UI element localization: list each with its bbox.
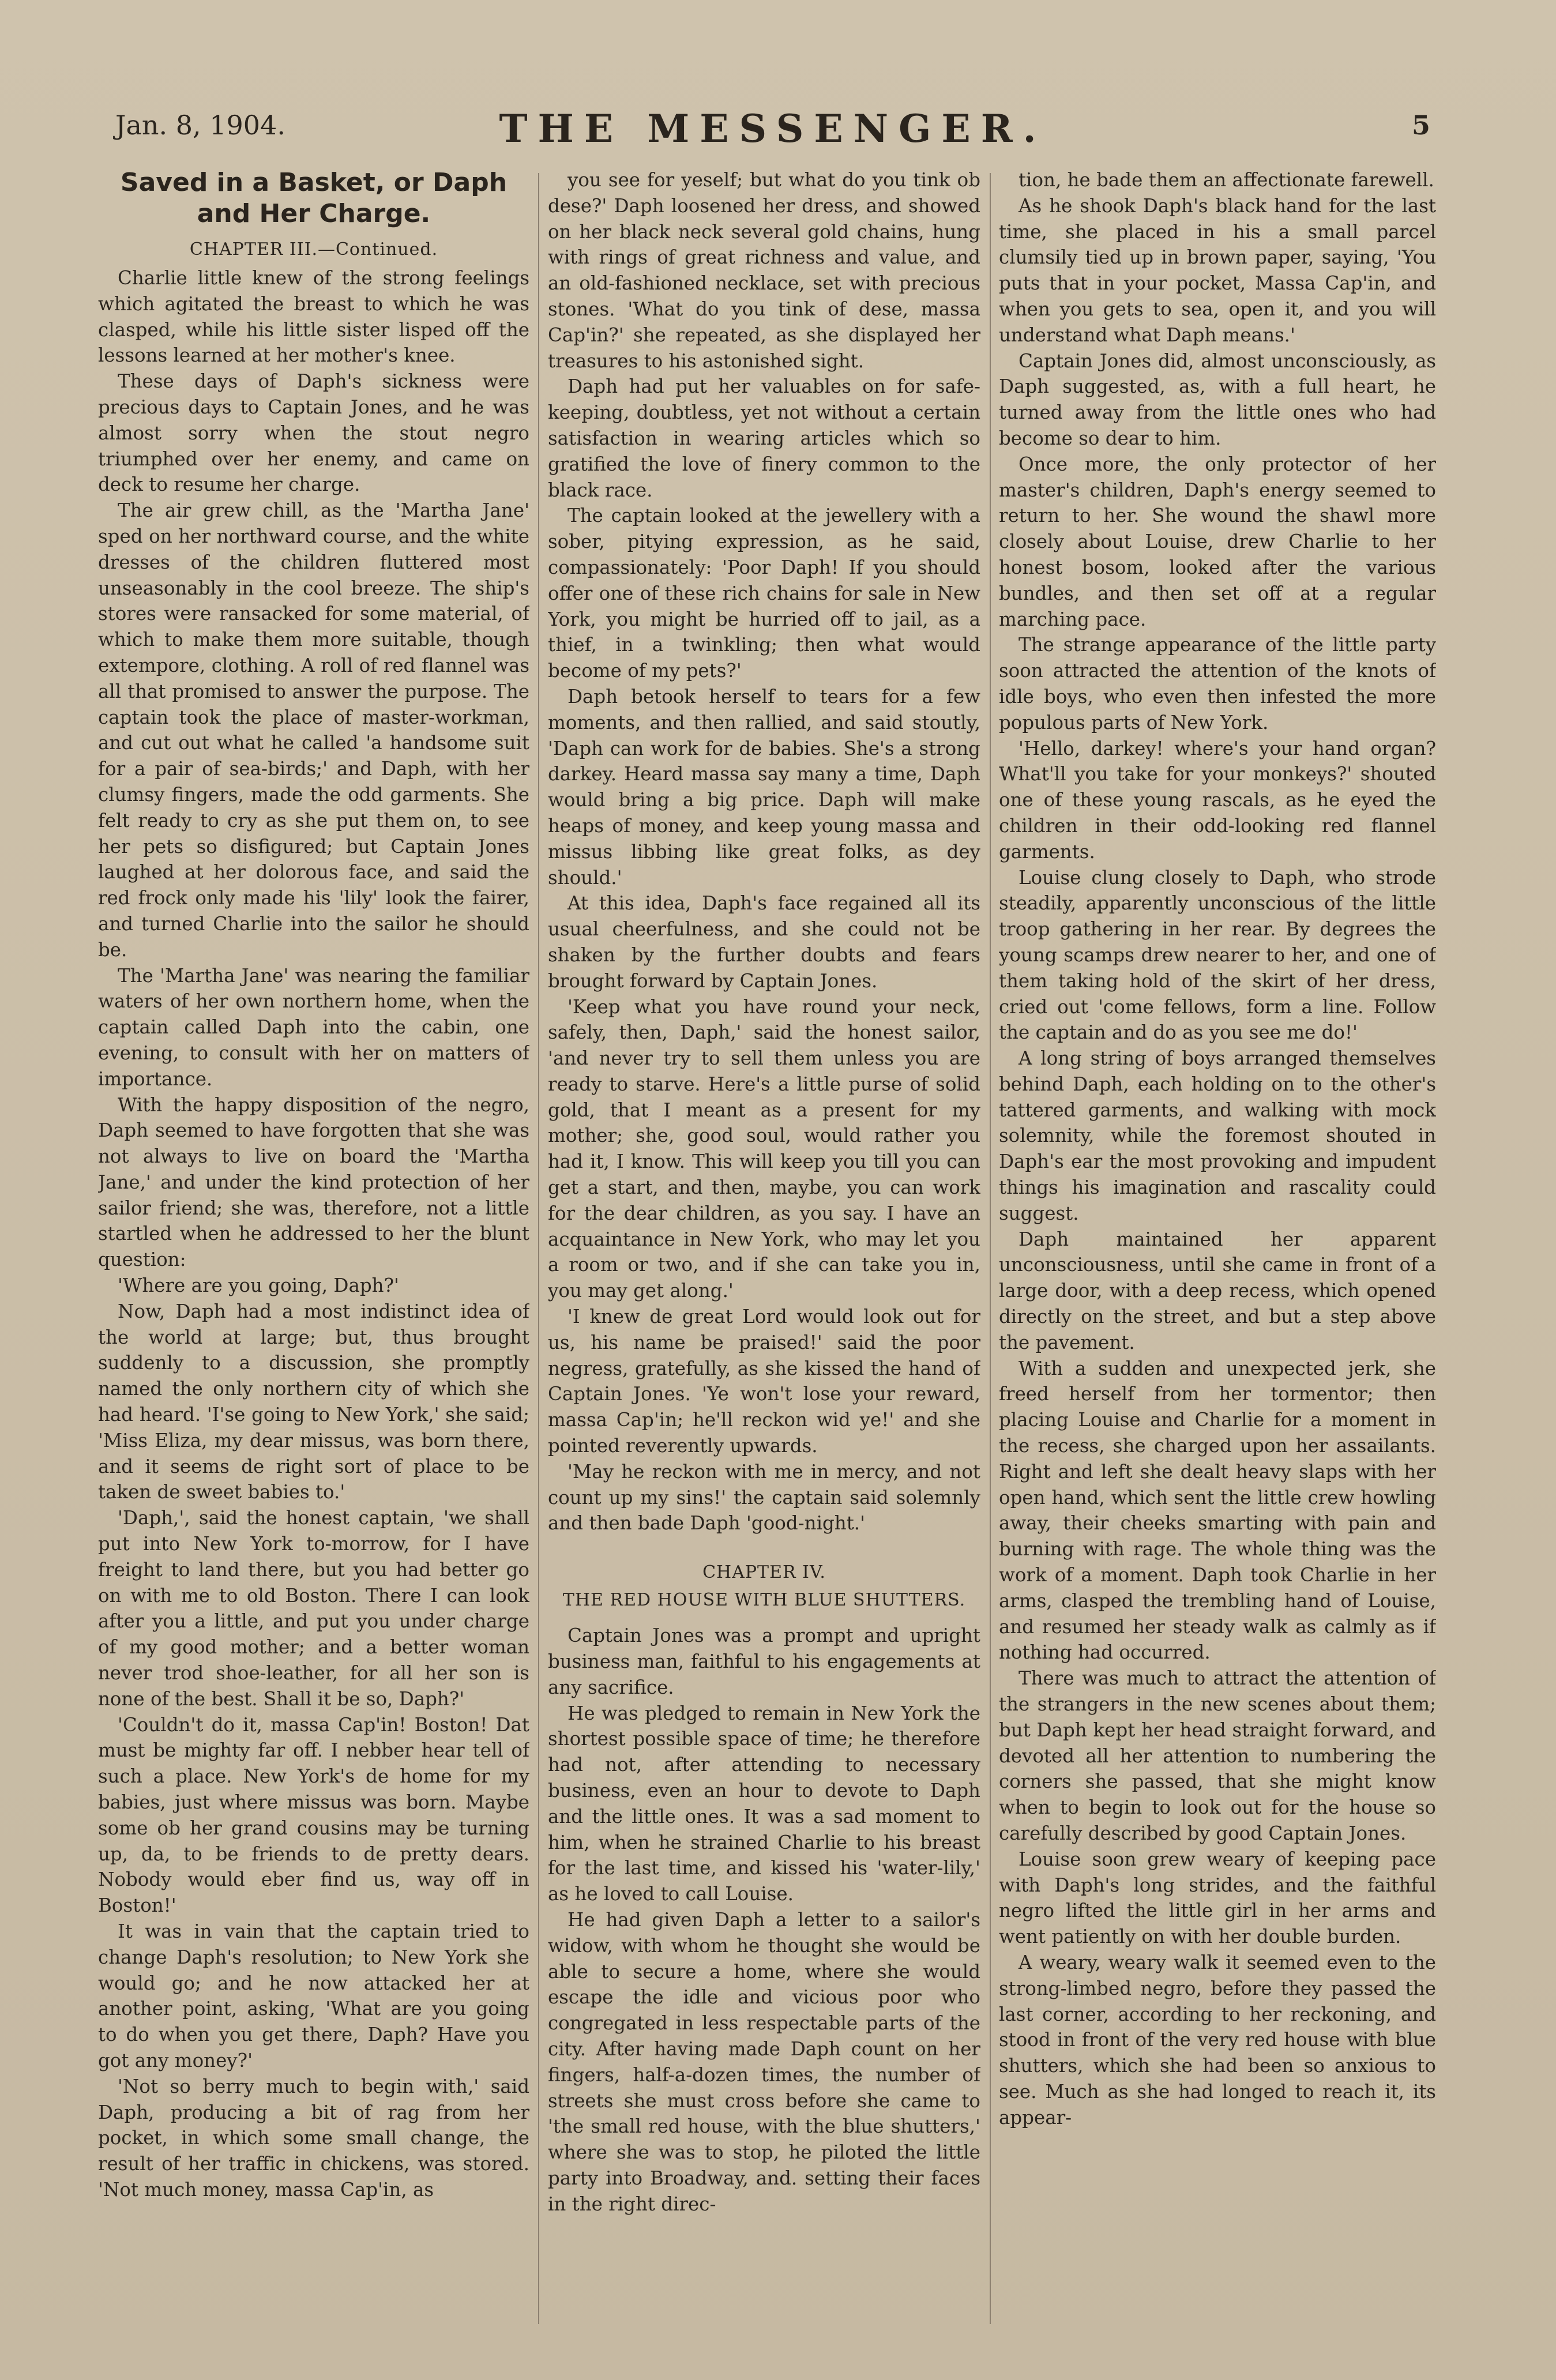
paragraph: The 'Martha Jane' was nearing the familiar waters of her own northern home, when the captain called Daph into the cabin, one evening, to consult with her on matters of importance. bbox=[98, 964, 529, 1090]
paragraph: Once more, the only protector of her master's children, Daph's energy seemed to return to her. She wound the shawl more closely about Louise, drew Charlie to her honest bosom, looked after the various bundles, and then set off at a regular marching pace. bbox=[999, 453, 1436, 630]
paragraph: 'Not so berry much to begin with,' said Daph, producing a bit of rag from her pocket, in which some small change, the result of her traffic in chickens, was stored. 'Not much money, massa Cap'in, as bbox=[98, 2075, 529, 2201]
paragraph: Daph had put her valuables on for safe-keeping, doubtless, yet not without a certain satisfaction in wearing articles which so gratified the love of finery common to the black race. bbox=[548, 375, 980, 501]
paragraph: There was much to attract the attention of the strangers in the new scenes about them; but Daph kept her head straight forward, and devoted all her attention to numbering the corners she passed, that she might know when to begin to look out for the house so carefully described by good Captain Jones. bbox=[999, 1667, 1436, 1844]
paragraph: As he shook Daph's black hand for the last time, she placed in his a small parcel clumsily tied up in brown paper, saying, 'You puts that in your pocket, Massa Cap'in, and when you gets to sea, open it, and you will understand what Daph means.' bbox=[999, 194, 1436, 346]
paragraph: He was pledged to remain in New York the shortest possible space of time; he therefore had not, after attending to necessary business, even an hour to devote to Daph and the little ones. It was a sad moment to him, when he strained Charlie to his breast for the last time, and kissed his 'water-lily,' as he loved to call Louise. bbox=[548, 1702, 980, 1905]
column-divider bbox=[538, 173, 539, 2324]
column-3 bbox=[999, 167, 1436, 2336]
paragraph: you see for yeself; but what do you tink ob dese?' Daph loosened her dress, and showed on her black neck several gold chains, hung with rings of great richness and value, and an old-fashioned necklace, set with precious stones. 'What do you tink of dese, massa Cap'in?' she repeated, as she displayed her treasures to his astonished sight. bbox=[548, 169, 980, 372]
paragraph: With a sudden and unexpected jerk, she freed herself from her tormentor; then placing Louise and Charlie for a moment in the recess, she charged upon her assailants. Right and left she dealt heavy slaps with her open hand, which sent the little crew howling away, their cheeks smarting with pain and burning with rage. The whole thing was the work of a moment. Daph took Charlie in her arms, clasped the trembling hand of Louise, and resumed her steady walk as calmly as if nothing had occurred. bbox=[999, 1357, 1436, 1664]
paragraph: Charlie little knew of the strong feelings which agitated the breast to which he was clasped, while his little sister lisped off the lessons learned at her mother's knee. bbox=[98, 267, 529, 367]
paragraph: The strange appearance of the little party soon attracted the attention of the knots of idle boys, who even then infested the more populous parts of New York. bbox=[999, 634, 1436, 734]
paragraph: Daph maintained her apparent unconsciousness, until she came in front of a large door, with a deep recess, which opened directly on the street, and but a step above the pavement. bbox=[999, 1228, 1436, 1353]
paragraph: 'Couldn't do it, massa Cap'in! Boston! Dat must be mighty far off. I nebber hear tell of such a place. New York's de home for my babies, just where missus was born. Maybe some ob her grand cousins may be turning up, da, to be friends to de pretty dears. Nobody would eber find us, way off in Boston!' bbox=[98, 1713, 529, 1917]
paragraph: He had given Daph a letter to a sailor's widow, with whom he thought she would be able to secure a home, where she would escape the idle and vicious poor who congregated in less respectable parts of the city. After having made Daph count on her fingers, half-a-dozen times, the number of streets she must cross before she came to 'the small red house, with the blue shutters,' where she was to stop, he piloted the little party into Broadway, and. setting their faces in the right direc- bbox=[548, 1909, 980, 2215]
paragraph: These days of Daph's sickness were precious days to Captain Jones, and he was almost sorry when the stout negro triumphed over her enemy, and came on deck to resume her charge. bbox=[98, 370, 529, 496]
paragraph: 'May he reckon with me in mercy, and not count up my sins!' the captain said solemnly and then bade Daph 'good-night.' bbox=[548, 1460, 980, 1535]
paragraph: Captain Jones did, almost unconsciously, as Daph suggested, as, with a full heart, he turned away from the little ones who had become so dear to him. bbox=[999, 349, 1436, 449]
paragraph: tion, he bade them an affectionate farewell. bbox=[1018, 169, 1434, 191]
story-title: Saved in a Basket, or Daph and Her Charge. bbox=[120, 168, 508, 228]
column-2 bbox=[548, 167, 980, 2336]
paragraph: 'Keep what you have round your neck, safely, then, Daph,' said the honest sailor, 'and never try to sell them unless you are ready to starve. Here's a little purse of solid gold, that I meant as a present for my mother; she, good soul, would rather you had it, I know. This will keep you till you can get a start, and then, maybe, you can work for the dear children, as you say. I have an acquaintance in New York, who may let you a room or two, and if she can take you in, you may get along.' bbox=[548, 995, 980, 1302]
column-3-text bbox=[999, 167, 1436, 2131]
paragraph: With the happy disposition of the negro, Daph seemed to have forgotten that she was not always to live on board the 'Martha Jane,' and under the kind protection of her sailor friend; she was, therefore, not a little startled when he addressed to her the blunt question: bbox=[98, 1093, 529, 1271]
paragraph: Captain Jones was a prompt and upright business man, faithful to his engagements at any sacrifice. bbox=[548, 1625, 980, 1698]
column-1 bbox=[98, 167, 529, 2336]
newspaper-title: THE MESSENGER. bbox=[499, 106, 1047, 151]
paragraph: Louise clung closely to Daph, who strode steadily, apparently unconscious of the little troop gathering in her rear. By degrees the young scamps drew nearer to her, and one of them taking hold of the skirt of her dress, cried out 'come fellows, form a line. Follow the captain and do as you see me do!' bbox=[999, 866, 1436, 1044]
paragraph: Louise soon grew weary of keeping pace with Daph's long strides, and the faithful negro lifted the little girl in her arms and went patiently on with her double burden. bbox=[999, 1848, 1436, 1948]
chapter-heading: CHAPTER IV. bbox=[702, 1562, 826, 1583]
paragraph: A weary, weary walk it seemed even to the strong-limbed negro, before they passed the last corner, according to her reckoning, and stood in front of the very red house with blue shutters, which she had been so anxious to see. Much as she had longed to reach it, its appear- bbox=[999, 1951, 1436, 2129]
paragraph: The captain looked at the jewellery with a sober, pitying expression, as he said, compassionately: 'Poor Daph! If you should offer one of these rich chains for sale in New York, you might be hurried off to jail, as a thief, in a twinkling; then what would become of my pets?' bbox=[548, 505, 980, 682]
chapter-title: THE RED HOUSE WITH BLUE SHUTTERS. bbox=[562, 1590, 966, 1611]
paragraph: 'Hello, darkey! where's your hand organ? What'll you take for your monkeys?' shouted one of these young rascals, as he eyed the children in their odd-looking red flannel garments. bbox=[999, 737, 1436, 863]
issue-date: Jan. 8, 1904. bbox=[115, 110, 285, 141]
paragraph: The air grew chill, as the 'Martha Jane' sped on her northward course, and the white dresses of the children fluttered most unseasonably in the cool breeze. The ship's stores were ransacked for some material, of which to make them more suitable, though extempore, clothing. A roll of red flannel was all that promised to answer the purpose. The captain took the place of master-workman, and cut out what he called 'a handsome suit for a pair of sea-birds;' and Daph, with her clumsy fingers, made the odd garments. She felt ready to cry as she put them on, to see her pets so disfigured; but Captain Jones laughed at her dolorous face, and said the red frock only made his 'lily' look the fairer, and turned Charlie into the sailor he should be. bbox=[98, 499, 529, 961]
column-2-text bbox=[548, 167, 980, 1536]
column-divider bbox=[990, 173, 991, 2324]
paragraph: 'I knew de great Lord would look out for us, his name be praised!' said the poor negress, gratefully, as she kissed the hand of Captain Jones. 'Ye won't lose your reward, massa Cap'in; he'll reckon wid ye!' and she pointed reverently upwards. bbox=[548, 1306, 980, 1457]
paragraph: Now, Daph had a most indistinct idea of the world at large; but, thus brought suddenly to a discussion, she promptly named the only northern city of which she had heard. 'I'se going to New York,' she said; 'Miss Eliza, my dear missus, was born there, and it seems de right sort of place to be taken de sweet babies to.' bbox=[98, 1300, 529, 1503]
chapter-heading: CHAPTER III.—Continued. bbox=[189, 239, 438, 260]
paragraph: Daph betook herself to tears for a few moments, and then rallied, and said stoutly, 'Daph can work for de babies. She's a strong darkey. Heard massa say many a time, Daph would bring a big price. Daph will make heaps of money, and keep young massa and missus libbing like great folks, as dey should.' bbox=[548, 685, 980, 889]
column-2-text-continued bbox=[548, 1623, 980, 2217]
page-number: 5 bbox=[1411, 110, 1430, 141]
column-1-text bbox=[98, 265, 529, 2203]
paragraph: At this idea, Daph's face regained all its usual cheerfulness, and she could not be shaken by the further doubts and fears brought forward by Captain Jones. bbox=[548, 892, 980, 992]
paragraph: 'Where are you going, Daph?' bbox=[118, 1274, 399, 1297]
paragraph: 'Daph,', said the honest captain, 'we shall put into New York to-morrow, for I have freight to land there, but you had better go on with me to old Boston. There I can look after you a little, and put you under charge of my good mother; and a better woman never trod shoe-leather, for all her son is none of the best. Shall it be so, Daph?' bbox=[98, 1507, 529, 1710]
masthead bbox=[115, 106, 1430, 156]
paragraph: A long string of boys arranged themselves behind Daph, each holding on to the other's tattered garments, and walking with mock solemnity, while the foremost shouted in Daph's ear the most provoking and impudent things his imagination and rascality could suggest. bbox=[999, 1047, 1436, 1224]
paragraph: It was in vain that the captain tried to change Daph's resolution; to New York she would go; and he now attacked her at another point, asking, 'What are you going to do when you get there, Daph? Have you got any money?' bbox=[98, 1920, 529, 2071]
